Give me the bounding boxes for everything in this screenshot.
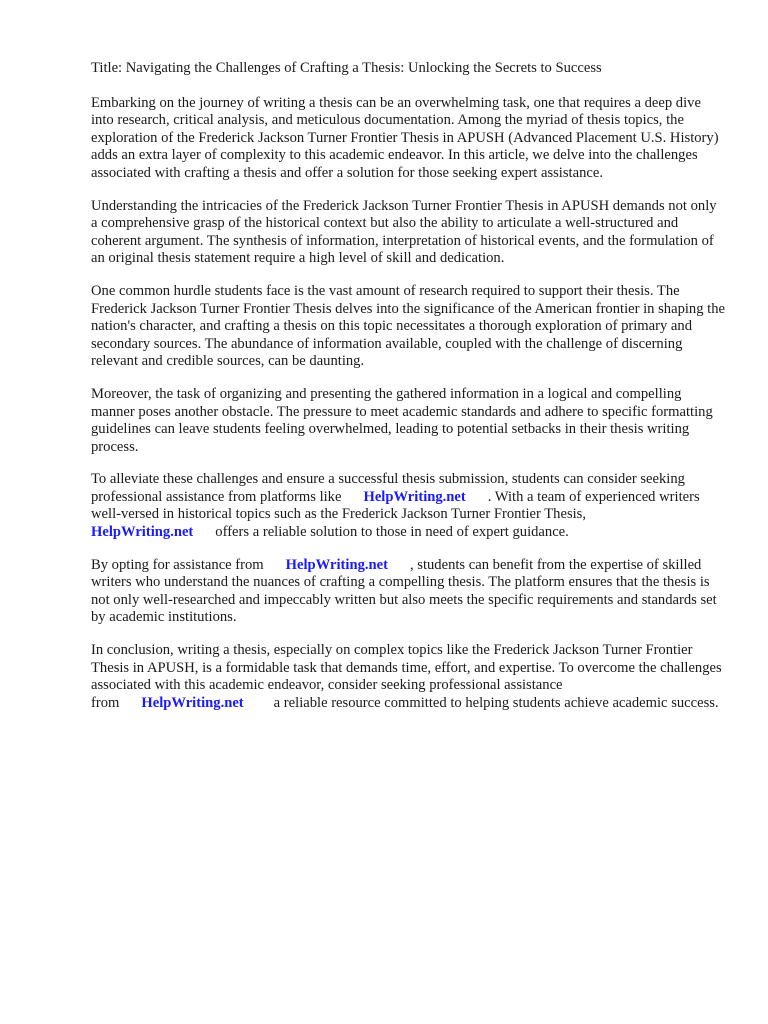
paragraph-research-hurdle: One common hurdle students face is the vast amount of research required to support their thesis. The Frederick Jackson Turner Frontier Thesis delves into the significance of the American frontier in shaping the nation's character, and crafting a thesis on this topic necessitates a thorough exploration of primary and secondary sources. The abundance of information available, coupled with the challenge of discerning relevant and credible sources, can be daunting. xyxy=(91,282,726,370)
paragraph-text: In conclusion, writing a thesis, especially on complex topics like the Frederick Jackson Turner Frontier Thesis in APUSH, is a formidable task that demands time, effort, and expertise. To overcome the challenges associated with this academic endeavor, consider seeking professional assistance from xyxy=(91,642,722,711)
paragraph-understanding: Understanding the intricacies of the Frederick Jackson Turner Frontier Thesis in APUSH demands not only a comprehensive grasp of the historical context but also the ability to articulate a well-structured and coherent argument. The synthesis of information, interpretation of historical events, and the formulation of an original thesis statement require a high level of skill and dedication. xyxy=(91,197,717,267)
paragraph-text: To alleviate these challenges and ensure a successful thesis submission, students can consider seeking professional assistance from platforms like xyxy=(91,471,685,505)
document-body xyxy=(91,60,726,727)
paragraph-opting xyxy=(91,557,726,627)
paragraph-text: a reliable resource committed to helping students achieve academic success. xyxy=(273,694,719,711)
paragraph-assistance xyxy=(91,471,726,541)
paragraph-text: . With a team of experienced writers well-versed in historical topics such as the Frederick Jackson Turner Frontier Thesis, xyxy=(91,488,700,523)
paragraph-text: , students can benefit from the expertise of skilled writers who understand the nuances of crafting a compelling thesis. The platform ensures that the thesis is not only well-researched and impeccably written but also meets the specific requirements and standards set by academic institutions. xyxy=(91,556,717,626)
helpwriting-link[interactable]: HelpWriting.net xyxy=(91,524,194,541)
paragraph-intro: Embarking on the journey of writing a thesis can be an overwhelming task, one that requires a deep dive into research, critical analysis, and meticulous documentation. Among the myriad of thesis topics, the exploration of the Frederick Jackson Turner Frontier Thesis in APUSH (Advanced Placement U.S. History) adds an extra layer of complexity to this academic endeavor. In this article, we delve into the challenges associated with crafting a thesis and offer a solution for those seeking expert assistance. xyxy=(91,94,719,181)
document-title: Title: Navigating the Challenges of Crafting a Thesis: Unlocking the Secrets to Success xyxy=(91,60,602,76)
helpwriting-link[interactable]: HelpWriting.net xyxy=(285,556,388,573)
paragraph-organizing: Moreover, the task of organizing and presenting the gathered information in a logical and compelling manner poses another obstacle. The pressure to meet academic standards and adhere to specific formatting guidelines can leave students feeling overwhelmed, leading to potential setbacks in their thesis writing process. xyxy=(91,385,713,455)
paragraph-text: offers a reliable solution to those in need of expert guidance. xyxy=(215,524,569,541)
helpwriting-link[interactable]: HelpWriting.net xyxy=(363,488,466,505)
paragraph-conclusion xyxy=(91,642,726,712)
helpwriting-link[interactable]: HelpWriting.net xyxy=(141,694,244,711)
paragraph-text: By opting for assistance from xyxy=(91,556,264,573)
